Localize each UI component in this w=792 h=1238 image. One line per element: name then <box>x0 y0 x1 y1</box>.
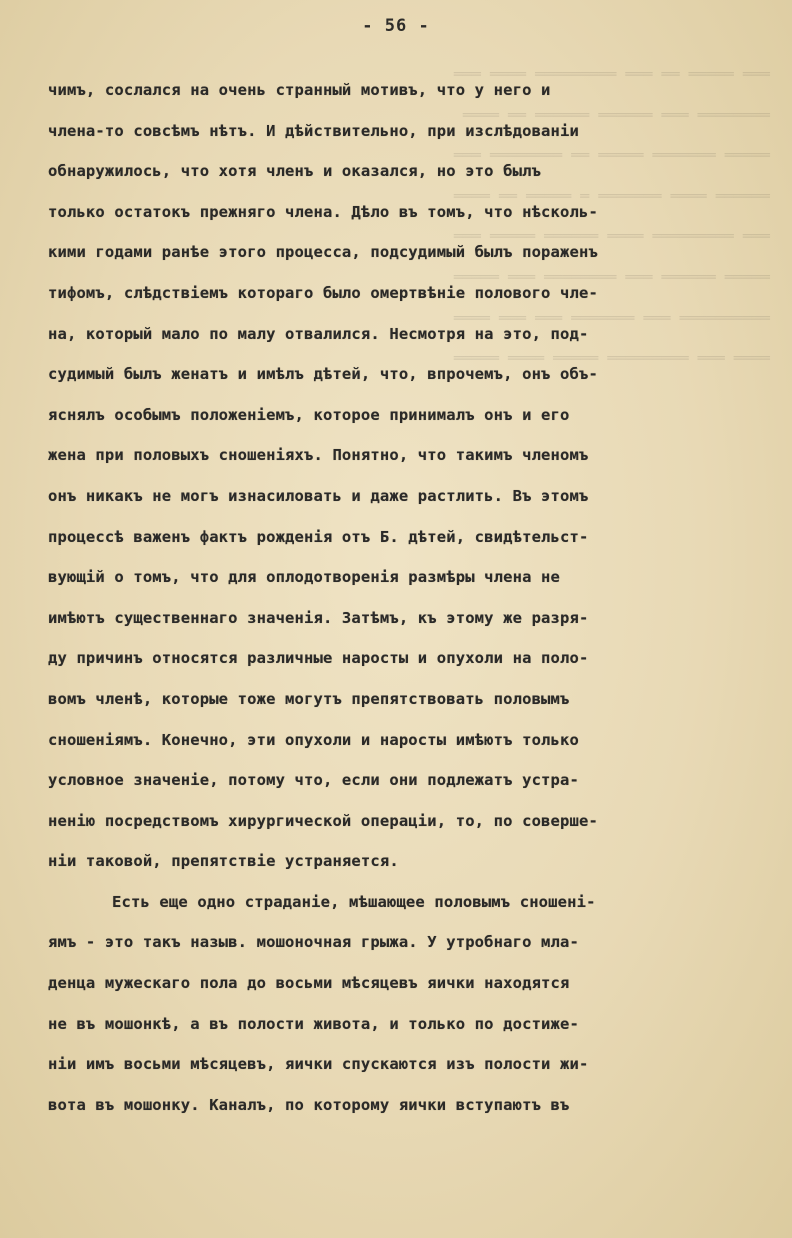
text-line: вомъ членѣ, которые тоже могутъ препятствовать половымъ <box>48 689 570 708</box>
text-line: яснялъ особымъ положеніемъ, которое принималъ онъ и его <box>48 405 570 424</box>
page-number: - 56 - <box>362 16 430 36</box>
text-line: процессѣ важенъ фактъ рожденія отъ Б. дѣтей, свидѣтельст- <box>48 527 589 546</box>
text-line: онъ никакъ не могъ изнасиловать и даже растлить. Въ этомъ <box>48 486 589 505</box>
text-line: ненію посредствомъ хирургической операціи, то, по соверше- <box>48 811 598 830</box>
text-line: члена-то совсѣмъ нѣтъ. И дѣйствительно, при изслѣдованіи <box>48 121 579 140</box>
text-line: Есть еще одно страданіе, мѣшающее половымъ сношені- <box>112 892 596 911</box>
text-line: только остатокъ прежняго члена. Дѣло въ томъ, что нѣсколь- <box>48 202 598 221</box>
text-line: вота въ мошонку. Каналъ, по которому яички вступаютъ въ <box>48 1095 570 1114</box>
text-line: не въ мошонкѣ, а въ полости живота, и только по достиже- <box>48 1014 579 1033</box>
text-line: ніи таковой, препятствіе устраняется. <box>48 852 399 871</box>
text-line: денца мужескаго пола до восьми мѣсяцевъ яички находятся <box>48 974 570 993</box>
text-line: имѣютъ существеннаго значенія. Затѣмъ, къ этому же разря- <box>48 608 589 627</box>
text-line: чимъ, сослался на очень странный мотивъ, что у него и <box>48 81 551 99</box>
text-line: тифомъ, слѣдствіемъ котораго было омертвѣніе полового чле- <box>48 283 598 302</box>
text-line: кими годами ранѣе этого процесса, подсудимый былъ пораженъ <box>48 243 598 262</box>
bleed-through-texture: ═══ ═════ ══ ═══ ═════════ ════ ═══ ════════ ═══ ══════ ══════ ══ ════ ═════ ═══════ ═════ ══ ════════ ═══ ══════ ════ ═══════ ═ ═════ ══ ════ ═══ ═════════ ════ ══════ ═════ ═══ ═════ ══════ ═══ ════════ ═══ ═════ ══════════ ═══ ═══════ ═══ ═══ ════ ════ ═══ ═════════ ═════ ════ ═════ <box>453 65 770 368</box>
text-line: вующій о томъ, что для оплодотворенія размѣры члена не <box>48 568 561 587</box>
text-line: на, который мало по малу отвалился. Несмотря на это, под- <box>48 324 589 343</box>
text-line: сношеніямъ. Конечно, эти опухоли и наросты имѣютъ только <box>48 730 579 749</box>
body-text <box>48 76 784 1131</box>
text-line: обнаружилось, что хотя членъ и оказался, но это былъ <box>48 162 542 181</box>
text-line: условное значеніе, потому что, если они подлежатъ устра- <box>48 771 579 790</box>
text-line: ніи имъ восьми мѣсяцевъ, яички спускаются изъ полости жи- <box>48 1055 589 1074</box>
text-line: судимый былъ женатъ и имѣлъ дѣтей, что, впрочемъ, онъ объ- <box>48 365 598 384</box>
text-line: ямъ - это такъ назыв. мошоночная грыжа. У утробнаго мла- <box>48 933 579 952</box>
text-line: ду причинъ относятся различные наросты и опухоли на поло- <box>48 649 589 668</box>
text-line: жена при половыхъ сношеніяхъ. Понятно, что такимъ членомъ <box>48 446 589 465</box>
